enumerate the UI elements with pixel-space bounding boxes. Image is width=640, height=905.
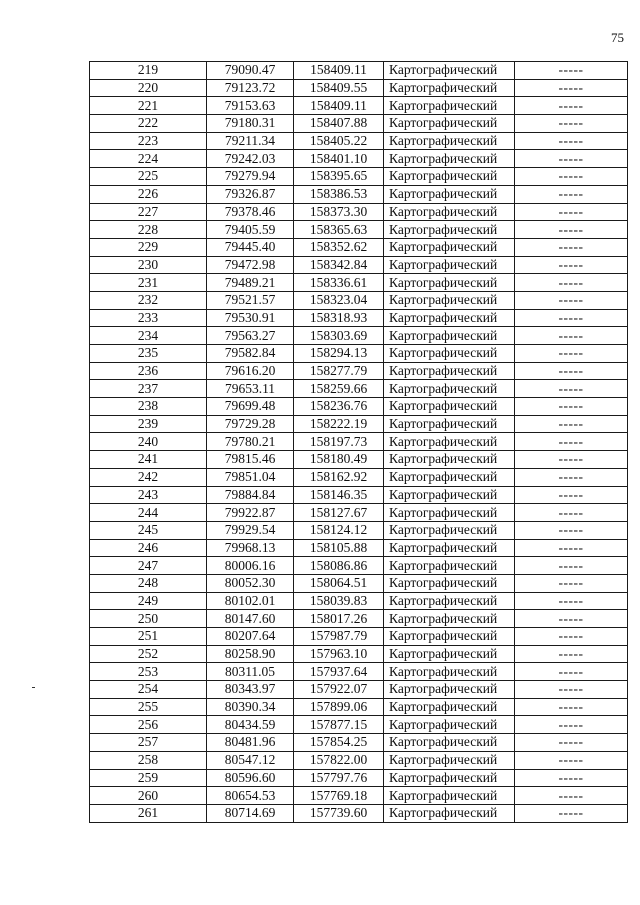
method-cell: Картографический [384, 380, 515, 398]
y-coordinate-cell: 157797.76 [294, 769, 384, 787]
y-coordinate-cell: 158277.79 [294, 362, 384, 380]
method-cell: Картографический [384, 309, 515, 327]
accuracy-cell: ----- [515, 221, 628, 239]
y-coordinate-cell: 158336.61 [294, 274, 384, 292]
method-cell: Картографический [384, 185, 515, 203]
accuracy-cell: ----- [515, 486, 628, 504]
method-cell: Картографический [384, 79, 515, 97]
x-coordinate-cell: 79530.91 [207, 309, 294, 327]
method-cell: Картографический [384, 398, 515, 416]
table-row [90, 451, 628, 469]
y-coordinate-cell: 158373.30 [294, 203, 384, 221]
table-row [90, 468, 628, 486]
table-row [90, 557, 628, 575]
point-number-cell: 226 [90, 185, 207, 203]
accuracy-cell: ----- [515, 521, 628, 539]
method-cell: Картографический [384, 327, 515, 345]
y-coordinate-cell: 158395.65 [294, 168, 384, 186]
method-cell: Картографический [384, 256, 515, 274]
point-number-cell: 237 [90, 380, 207, 398]
table-row [90, 433, 628, 451]
y-coordinate-cell: 158039.83 [294, 592, 384, 610]
point-number-cell: 219 [90, 62, 207, 80]
point-number-cell: 236 [90, 362, 207, 380]
x-coordinate-cell: 79521.57 [207, 291, 294, 309]
table-row [90, 716, 628, 734]
x-coordinate-cell: 80654.53 [207, 787, 294, 805]
accuracy-cell: ----- [515, 362, 628, 380]
point-number-cell: 223 [90, 132, 207, 150]
y-coordinate-cell: 158352.62 [294, 238, 384, 256]
method-cell: Картографический [384, 238, 515, 256]
accuracy-cell: ----- [515, 557, 628, 575]
y-coordinate-cell: 157987.79 [294, 628, 384, 646]
table-row [90, 628, 628, 646]
method-cell: Картографический [384, 663, 515, 681]
accuracy-cell: ----- [515, 468, 628, 486]
x-coordinate-cell: 80714.69 [207, 804, 294, 822]
method-cell: Картографический [384, 274, 515, 292]
point-number-cell: 249 [90, 592, 207, 610]
x-coordinate-cell: 80390.34 [207, 698, 294, 716]
accuracy-cell: ----- [515, 115, 628, 133]
point-number-cell: 260 [90, 787, 207, 805]
y-coordinate-cell: 158180.49 [294, 451, 384, 469]
table-row [90, 645, 628, 663]
x-coordinate-cell: 79563.27 [207, 327, 294, 345]
point-number-cell: 241 [90, 451, 207, 469]
table-row [90, 681, 628, 699]
x-coordinate-cell: 79090.47 [207, 62, 294, 80]
method-cell: Картографический [384, 150, 515, 168]
point-number-cell: 239 [90, 415, 207, 433]
point-number-cell: 224 [90, 150, 207, 168]
point-number-cell: 240 [90, 433, 207, 451]
y-coordinate-cell: 158401.10 [294, 150, 384, 168]
method-cell: Картографический [384, 433, 515, 451]
y-coordinate-cell: 158303.69 [294, 327, 384, 345]
method-cell: Картографический [384, 291, 515, 309]
x-coordinate-cell: 79699.48 [207, 398, 294, 416]
accuracy-cell: ----- [515, 150, 628, 168]
y-coordinate-cell: 158409.11 [294, 62, 384, 80]
y-coordinate-cell: 158294.13 [294, 345, 384, 363]
table-row [90, 150, 628, 168]
accuracy-cell: ----- [515, 238, 628, 256]
accuracy-cell: ----- [515, 433, 628, 451]
y-coordinate-cell: 158405.22 [294, 132, 384, 150]
method-cell: Картографический [384, 787, 515, 805]
point-number-cell: 255 [90, 698, 207, 716]
table-row [90, 769, 628, 787]
x-coordinate-cell: 79326.87 [207, 185, 294, 203]
method-cell: Картографический [384, 769, 515, 787]
x-coordinate-cell: 80006.16 [207, 557, 294, 575]
x-coordinate-cell: 79653.11 [207, 380, 294, 398]
point-number-cell: 252 [90, 645, 207, 663]
accuracy-cell: ----- [515, 62, 628, 80]
y-coordinate-cell: 158342.84 [294, 256, 384, 274]
point-number-cell: 228 [90, 221, 207, 239]
point-number-cell: 238 [90, 398, 207, 416]
point-number-cell: 234 [90, 327, 207, 345]
y-coordinate-cell: 157739.60 [294, 804, 384, 822]
y-coordinate-cell: 158236.76 [294, 398, 384, 416]
point-number-cell: 244 [90, 504, 207, 522]
table-row [90, 751, 628, 769]
table-row [90, 291, 628, 309]
method-cell: Картографический [384, 345, 515, 363]
table-row [90, 521, 628, 539]
x-coordinate-cell: 79929.54 [207, 521, 294, 539]
y-coordinate-cell: 157877.15 [294, 716, 384, 734]
y-coordinate-cell: 158386.53 [294, 185, 384, 203]
accuracy-cell: ----- [515, 751, 628, 769]
point-number-cell: 245 [90, 521, 207, 539]
method-cell: Картографический [384, 362, 515, 380]
x-coordinate-cell: 79242.03 [207, 150, 294, 168]
x-coordinate-cell: 80147.60 [207, 610, 294, 628]
point-number-cell: 256 [90, 716, 207, 734]
y-coordinate-cell: 157963.10 [294, 645, 384, 663]
y-coordinate-cell: 158146.35 [294, 486, 384, 504]
table-row [90, 592, 628, 610]
accuracy-cell: ----- [515, 398, 628, 416]
y-coordinate-cell: 158197.73 [294, 433, 384, 451]
method-cell: Картографический [384, 681, 515, 699]
point-number-cell: 250 [90, 610, 207, 628]
accuracy-cell: ----- [515, 681, 628, 699]
method-cell: Картографический [384, 628, 515, 646]
method-cell: Картографический [384, 451, 515, 469]
accuracy-cell: ----- [515, 79, 628, 97]
accuracy-cell: ----- [515, 309, 628, 327]
point-number-cell: 253 [90, 663, 207, 681]
accuracy-cell: ----- [515, 716, 628, 734]
table-row [90, 486, 628, 504]
table-row [90, 345, 628, 363]
accuracy-cell: ----- [515, 504, 628, 522]
x-coordinate-cell: 80547.12 [207, 751, 294, 769]
y-coordinate-cell: 157854.25 [294, 734, 384, 752]
point-number-cell: 259 [90, 769, 207, 787]
table-row [90, 256, 628, 274]
method-cell: Картографический [384, 415, 515, 433]
y-coordinate-cell: 158162.92 [294, 468, 384, 486]
method-cell: Картографический [384, 504, 515, 522]
y-coordinate-cell: 157937.64 [294, 663, 384, 681]
table-row [90, 787, 628, 805]
table-row [90, 415, 628, 433]
method-cell: Картографический [384, 132, 515, 150]
accuracy-cell: ----- [515, 168, 628, 186]
table-row [90, 115, 628, 133]
table-row [90, 327, 628, 345]
table-row [90, 539, 628, 557]
accuracy-cell: ----- [515, 592, 628, 610]
accuracy-cell: ----- [515, 645, 628, 663]
x-coordinate-cell: 79780.21 [207, 433, 294, 451]
accuracy-cell: ----- [515, 97, 628, 115]
accuracy-cell: ----- [515, 415, 628, 433]
accuracy-cell: ----- [515, 274, 628, 292]
x-coordinate-cell: 80207.64 [207, 628, 294, 646]
x-coordinate-cell: 80052.30 [207, 574, 294, 592]
point-number-cell: 258 [90, 751, 207, 769]
x-coordinate-cell: 79279.94 [207, 168, 294, 186]
x-coordinate-cell: 79582.84 [207, 345, 294, 363]
y-coordinate-cell: 158017.26 [294, 610, 384, 628]
accuracy-cell: ----- [515, 610, 628, 628]
point-number-cell: 222 [90, 115, 207, 133]
x-coordinate-cell: 79489.21 [207, 274, 294, 292]
point-number-cell: 248 [90, 574, 207, 592]
point-number-cell: 254 [90, 681, 207, 699]
point-number-cell: 246 [90, 539, 207, 557]
point-number-cell: 227 [90, 203, 207, 221]
point-number-cell: 225 [90, 168, 207, 186]
method-cell: Картографический [384, 698, 515, 716]
point-number-cell: 257 [90, 734, 207, 752]
method-cell: Картографический [384, 751, 515, 769]
accuracy-cell: ----- [515, 804, 628, 822]
table-row [90, 203, 628, 221]
accuracy-cell: ----- [515, 256, 628, 274]
y-coordinate-cell: 158222.19 [294, 415, 384, 433]
point-number-cell: 230 [90, 256, 207, 274]
method-cell: Картографический [384, 168, 515, 186]
table-row [90, 362, 628, 380]
method-cell: Картографический [384, 539, 515, 557]
table-row [90, 610, 628, 628]
x-coordinate-cell: 79180.31 [207, 115, 294, 133]
y-coordinate-cell: 157922.07 [294, 681, 384, 699]
table-row [90, 734, 628, 752]
method-cell: Картографический [384, 486, 515, 504]
point-number-cell: 261 [90, 804, 207, 822]
accuracy-cell: ----- [515, 574, 628, 592]
accuracy-cell: ----- [515, 628, 628, 646]
point-number-cell: 229 [90, 238, 207, 256]
table-row [90, 309, 628, 327]
y-coordinate-cell: 157822.00 [294, 751, 384, 769]
method-cell: Картографический [384, 645, 515, 663]
accuracy-cell: ----- [515, 345, 628, 363]
point-number-cell: 221 [90, 97, 207, 115]
x-coordinate-cell: 79616.20 [207, 362, 294, 380]
y-coordinate-cell: 158365.63 [294, 221, 384, 239]
table-row [90, 504, 628, 522]
method-cell: Картографический [384, 592, 515, 610]
x-coordinate-cell: 79851.04 [207, 468, 294, 486]
point-number-cell: 251 [90, 628, 207, 646]
method-cell: Картографический [384, 574, 515, 592]
accuracy-cell: ----- [515, 451, 628, 469]
x-coordinate-cell: 79968.13 [207, 539, 294, 557]
method-cell: Картографический [384, 557, 515, 575]
scan-mark [32, 687, 35, 688]
y-coordinate-cell: 158127.67 [294, 504, 384, 522]
point-number-cell: 243 [90, 486, 207, 504]
y-coordinate-cell: 158323.04 [294, 291, 384, 309]
method-cell: Картографический [384, 804, 515, 822]
accuracy-cell: ----- [515, 203, 628, 221]
table-row [90, 62, 628, 80]
method-cell: Картографический [384, 221, 515, 239]
x-coordinate-cell: 79815.46 [207, 451, 294, 469]
y-coordinate-cell: 158124.12 [294, 521, 384, 539]
accuracy-cell: ----- [515, 185, 628, 203]
y-coordinate-cell: 158105.88 [294, 539, 384, 557]
method-cell: Картографический [384, 97, 515, 115]
point-number-cell: 220 [90, 79, 207, 97]
accuracy-cell: ----- [515, 132, 628, 150]
x-coordinate-cell: 79211.34 [207, 132, 294, 150]
table-row [90, 804, 628, 822]
point-number-cell: 231 [90, 274, 207, 292]
accuracy-cell: ----- [515, 663, 628, 681]
table-row [90, 132, 628, 150]
x-coordinate-cell: 79405.59 [207, 221, 294, 239]
table-row [90, 79, 628, 97]
y-coordinate-cell: 157899.06 [294, 698, 384, 716]
x-coordinate-cell: 79729.28 [207, 415, 294, 433]
point-number-cell: 242 [90, 468, 207, 486]
point-number-cell: 247 [90, 557, 207, 575]
accuracy-cell: ----- [515, 769, 628, 787]
accuracy-cell: ----- [515, 787, 628, 805]
y-coordinate-cell: 158259.66 [294, 380, 384, 398]
table-row [90, 168, 628, 186]
x-coordinate-cell: 79445.40 [207, 238, 294, 256]
y-coordinate-cell: 158409.55 [294, 79, 384, 97]
coordinates-table-body [90, 62, 628, 823]
method-cell: Картографический [384, 115, 515, 133]
method-cell: Картографический [384, 734, 515, 752]
table-row [90, 663, 628, 681]
table-row [90, 185, 628, 203]
x-coordinate-cell: 80343.97 [207, 681, 294, 699]
method-cell: Картографический [384, 716, 515, 734]
x-coordinate-cell: 79472.98 [207, 256, 294, 274]
table-row [90, 238, 628, 256]
method-cell: Картографический [384, 203, 515, 221]
x-coordinate-cell: 80102.01 [207, 592, 294, 610]
x-coordinate-cell: 79922.87 [207, 504, 294, 522]
table-row [90, 97, 628, 115]
method-cell: Картографический [384, 468, 515, 486]
x-coordinate-cell: 80434.59 [207, 716, 294, 734]
x-coordinate-cell: 79153.63 [207, 97, 294, 115]
table-row [90, 380, 628, 398]
point-number-cell: 235 [90, 345, 207, 363]
method-cell: Картографический [384, 521, 515, 539]
x-coordinate-cell: 80596.60 [207, 769, 294, 787]
x-coordinate-cell: 80481.96 [207, 734, 294, 752]
table-row [90, 698, 628, 716]
accuracy-cell: ----- [515, 734, 628, 752]
table-row [90, 274, 628, 292]
page-number: 75 [611, 30, 624, 45]
accuracy-cell: ----- [515, 327, 628, 345]
table-row [90, 574, 628, 592]
method-cell: Картографический [384, 610, 515, 628]
point-number-cell: 232 [90, 291, 207, 309]
y-coordinate-cell: 158407.88 [294, 115, 384, 133]
accuracy-cell: ----- [515, 380, 628, 398]
x-coordinate-cell: 80311.05 [207, 663, 294, 681]
y-coordinate-cell: 158409.11 [294, 97, 384, 115]
accuracy-cell: ----- [515, 291, 628, 309]
x-coordinate-cell: 79884.84 [207, 486, 294, 504]
x-coordinate-cell: 79378.46 [207, 203, 294, 221]
y-coordinate-cell: 158318.93 [294, 309, 384, 327]
accuracy-cell: ----- [515, 698, 628, 716]
table-row [90, 398, 628, 416]
point-number-cell: 233 [90, 309, 207, 327]
accuracy-cell: ----- [515, 539, 628, 557]
method-cell: Картографический [384, 62, 515, 80]
y-coordinate-cell: 157769.18 [294, 787, 384, 805]
y-coordinate-cell: 158064.51 [294, 574, 384, 592]
coordinates-table [89, 61, 628, 823]
x-coordinate-cell: 80258.90 [207, 645, 294, 663]
x-coordinate-cell: 79123.72 [207, 79, 294, 97]
table-row [90, 221, 628, 239]
y-coordinate-cell: 158086.86 [294, 557, 384, 575]
